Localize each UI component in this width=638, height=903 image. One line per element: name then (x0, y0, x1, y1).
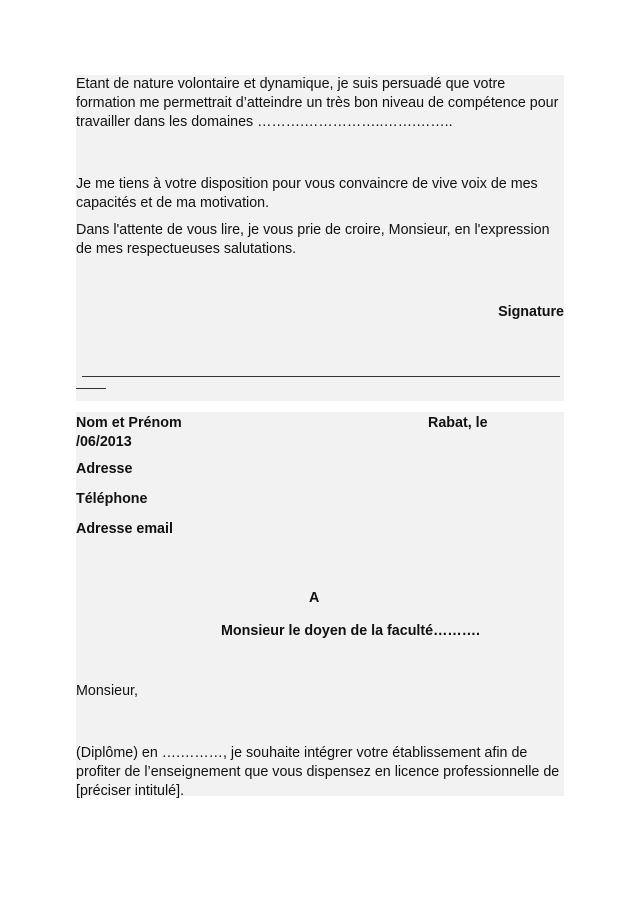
paragraph-attente-text: Dans l'attente de vous lire, je vous prie de croire, Monsieur, en l'expression de mes respectueuses salutations. (76, 222, 550, 257)
sender-location: Rabat, le (428, 415, 488, 431)
sender-email-row (76, 512, 564, 542)
paragraph-disposition-text: Je me tiens à votre disposition pour vous convaincre de vive voix de mes capacités et de ma motivation. (76, 176, 538, 211)
separator-block (76, 357, 564, 401)
signature-label: Signature (498, 304, 564, 320)
sender-phone-row (76, 482, 564, 512)
salutation-row (76, 674, 564, 714)
sender-name: Nom et Prénom (76, 415, 182, 431)
paragraph-diplome-text: (Diplôme) en ….………, je souhaite intégrer votre établissement afin de profiter de l’enseignement que vous dispensez en licence professionnelle de [préciser intitulé]. (76, 745, 560, 799)
recipient-a-row (76, 580, 564, 610)
salutation: Monsieur, (76, 683, 138, 699)
sender-email: Adresse email (76, 521, 173, 537)
sender-date: /06/2013 (76, 434, 132, 450)
sender-name-row (76, 412, 564, 452)
separator-line (82, 366, 560, 377)
spacer-shaded (76, 281, 564, 301)
recipient-a: A (309, 590, 320, 606)
sender-address-row (76, 452, 564, 482)
paragraph-diplome (76, 744, 564, 799)
signature-block (76, 301, 564, 357)
paragraph-formation (76, 75, 564, 131)
spacer-shaded (76, 650, 564, 674)
recipient-line: Monsieur le doyen de la faculté………. (221, 623, 480, 639)
paragraph-disposition (76, 169, 564, 215)
separator-line-tail (76, 388, 106, 389)
paragraph-attente (76, 215, 564, 281)
sender-address: Adresse (76, 461, 133, 477)
spacer-shaded (76, 131, 564, 169)
spacer-shaded (76, 542, 564, 580)
sender-phone: Téléphone (76, 491, 148, 507)
paragraph-formation-text: Etant de nature volontaire et dynamique, je suis persuadé que votre formation me permettrait d’atteindre un très bon niveau de compétence pour travailler dans les domaines ……….……………..…….…….. (76, 76, 559, 130)
recipient-line-row (76, 610, 564, 650)
spacer-shaded (76, 714, 564, 744)
